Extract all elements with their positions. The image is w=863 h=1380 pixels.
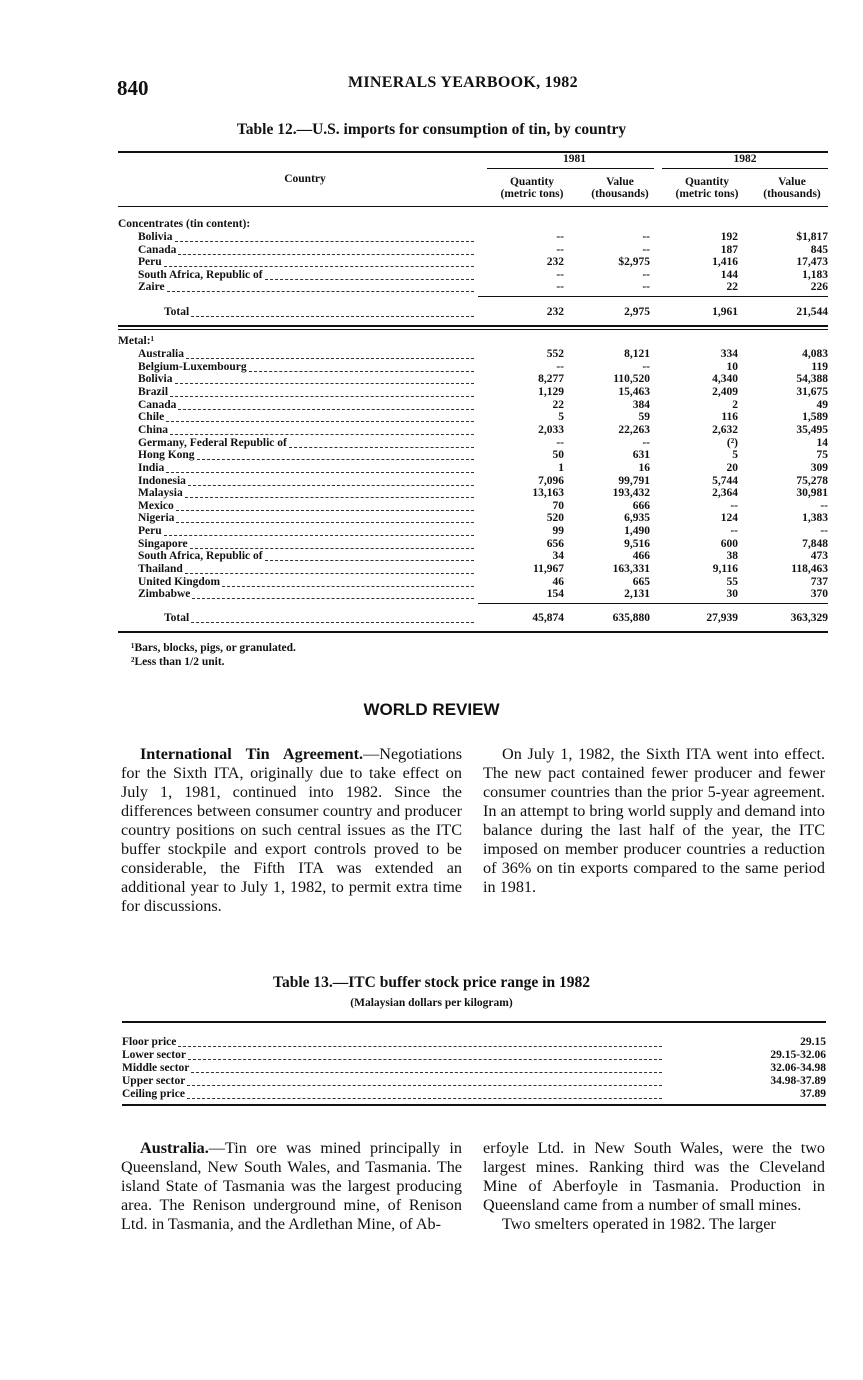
cell-v81: 193,432 xyxy=(612,487,650,500)
cell-q82: 22 xyxy=(726,281,738,294)
leader-dots xyxy=(249,363,474,372)
table12-row xyxy=(118,348,828,361)
table13-bottom-rule xyxy=(122,1104,826,1106)
table12-row xyxy=(118,487,828,500)
australia-paragraph-col2 xyxy=(483,1139,825,1234)
cell-v81: 59 xyxy=(638,411,650,424)
leader-dots xyxy=(166,464,474,473)
table12-conc-total-row xyxy=(118,306,828,319)
cell-q81: -- xyxy=(556,360,564,373)
ita-paragraph xyxy=(121,745,462,916)
row-label: China xyxy=(138,423,169,436)
leader-dots xyxy=(176,502,474,511)
leader-dots xyxy=(176,514,474,523)
cell-v82: 75 xyxy=(816,449,828,462)
cell-q82: 2,409 xyxy=(712,385,738,398)
table12-header-rule xyxy=(118,206,828,207)
table12-year1-rule xyxy=(487,168,654,169)
cell-q81: 232 xyxy=(546,306,564,318)
australia-paragraph-2: Two smelters operated in 1982. The larger xyxy=(502,1215,776,1233)
cell-q81: -- xyxy=(556,231,564,243)
row-label: Indonesia xyxy=(138,474,186,487)
row-label: Mexico xyxy=(138,499,174,512)
cell-v81: $2,975 xyxy=(618,256,650,269)
cell-v82: 54,388 xyxy=(796,373,828,386)
cell-q81: 154 xyxy=(546,588,564,601)
leader-dots xyxy=(191,1064,662,1073)
cell-v82: 31,675 xyxy=(796,385,828,398)
ita-text: —Negotiations for the Sixth ITA, originally due to take effect on July 1, 1981, continued into 1982. Since the differences between consumer country and producer country positions on such central issues as the ITC buffer stockpile and export controls proved to be considerable, the Fifth ITA was extended an additional year to July 1, 1982, to permit extra time for discussions. xyxy=(121,745,462,915)
table12-row xyxy=(118,500,828,513)
cell-q82: 116 xyxy=(721,411,738,424)
cell-q82: 27,939 xyxy=(706,612,738,624)
cell-q81: 34 xyxy=(552,550,564,563)
table13-row xyxy=(122,1036,826,1049)
cell-q82: -- xyxy=(730,525,738,538)
table13-row xyxy=(122,1049,826,1062)
row-label: Thailand xyxy=(138,563,183,576)
cell-v81: 15,463 xyxy=(618,385,650,398)
cell-q81: 656 xyxy=(546,537,564,550)
table13-value: 29.15-32.06 xyxy=(770,1048,826,1061)
cell-q81: -- xyxy=(556,268,564,281)
running-title: MINERALS YEARBOOK, 1982 xyxy=(348,74,578,91)
cell-q81: 45,874 xyxy=(532,612,564,624)
cell-q82: 4,340 xyxy=(712,373,738,386)
cell-v81: 22,263 xyxy=(618,423,650,436)
cell-v81: 666 xyxy=(632,499,650,512)
leader-dots xyxy=(187,1077,662,1086)
leader-dots xyxy=(178,401,474,410)
table13-value: 29.15 xyxy=(800,1036,826,1048)
cell-q82: 30 xyxy=(726,588,738,601)
cell-v81: -- xyxy=(642,268,650,281)
cell-q82: 9,116 xyxy=(712,563,738,576)
cell-v82: 309 xyxy=(810,461,828,474)
row-label: Zaire xyxy=(138,281,165,294)
cell-v81: -- xyxy=(642,243,650,256)
row-label: Malaysia xyxy=(138,487,183,500)
table12-title: Table 12.—U.S. imports for consumption of tin, by country xyxy=(236,121,627,138)
table12-row xyxy=(118,399,828,412)
cell-q81: 46 xyxy=(552,575,564,588)
table12-section-rule-2 xyxy=(118,329,828,330)
cell-q81: -- xyxy=(556,436,564,449)
table12-row xyxy=(118,373,828,386)
row-label: Canada xyxy=(138,243,177,256)
table13-row xyxy=(122,1088,826,1101)
table12-bottom-rule xyxy=(118,631,828,633)
cell-v81: 635,880 xyxy=(612,612,650,624)
table12-row xyxy=(118,361,828,374)
cell-v81: -- xyxy=(642,436,650,449)
table12-row xyxy=(118,386,828,399)
row-label: Total xyxy=(164,612,190,624)
cell-q81: 13,163 xyxy=(532,487,564,500)
australia-text-part2: erfoyle Ltd. in New South Wales, were the two largest mines. Ranking third was the Cleveland Mine of Aberfoyle in Tasmania. Production in Queensland came from a number of small mines. xyxy=(483,1139,825,1214)
cell-v81: 8,121 xyxy=(624,348,650,360)
cell-q82: 187 xyxy=(720,243,738,256)
row-label: Canada xyxy=(138,398,177,411)
cell-v81: -- xyxy=(642,360,650,373)
table12-year2-rule xyxy=(662,168,828,169)
cell-q82: -- xyxy=(730,499,738,512)
ita-lead: International Tin Agreement. xyxy=(140,745,364,763)
row-label: Belgium-Luxembourg xyxy=(138,360,247,373)
leader-dots xyxy=(265,271,474,280)
table13-subtitle: (Malaysian dollars per kilogram) xyxy=(350,997,513,1009)
cell-q82: 2,364 xyxy=(712,487,738,500)
cell-v82: 363,329 xyxy=(790,612,828,624)
cell-v81: 2,131 xyxy=(624,588,650,601)
leader-dots xyxy=(185,489,474,498)
cell-v81: -- xyxy=(642,281,650,294)
leader-dots xyxy=(222,578,474,587)
table12-row xyxy=(118,525,828,538)
row-label: Bolivia xyxy=(138,231,173,243)
cell-v81: 99,791 xyxy=(618,474,650,487)
table12-qty82-header: Quantity (metric tons) xyxy=(675,176,739,200)
australia-paragraph xyxy=(121,1139,462,1234)
leader-dots xyxy=(164,258,474,267)
leader-dots xyxy=(289,439,474,448)
cell-v82: 226 xyxy=(810,281,828,294)
leader-dots xyxy=(170,388,474,397)
cell-v81: 16 xyxy=(638,461,650,474)
cell-v82: -- xyxy=(820,499,828,512)
table12-row xyxy=(118,231,828,244)
leader-dots xyxy=(265,552,474,561)
table12-year1-header: 1981 xyxy=(563,153,586,165)
table12-row xyxy=(118,411,828,424)
cell-v82: 1,589 xyxy=(802,411,828,424)
leader-dots xyxy=(190,540,474,549)
leader-dots xyxy=(188,1051,662,1060)
row-label: Brazil xyxy=(138,385,169,398)
cell-q82: (²) xyxy=(726,436,738,449)
row-label: Hong Kong xyxy=(138,449,195,462)
leader-dots xyxy=(167,283,474,292)
row-label: South Africa, Republic of xyxy=(138,550,263,563)
cell-v82: 35,495 xyxy=(796,423,828,436)
table12-year2-header: 1982 xyxy=(733,153,757,165)
cell-q81: 552 xyxy=(546,348,564,360)
cell-v82: 30,981 xyxy=(796,487,828,500)
cell-q81: -- xyxy=(556,281,564,294)
row-label: Peru xyxy=(138,256,162,269)
cell-v82: 119 xyxy=(811,360,828,373)
cell-v82: 7,848 xyxy=(802,537,828,550)
cell-v82: 370 xyxy=(810,588,828,601)
leader-dots xyxy=(178,246,474,255)
world-review-heading: WORLD REVIEW xyxy=(363,700,500,719)
cell-q82: 2,632 xyxy=(712,423,738,436)
table13-label: Upper sector xyxy=(122,1074,186,1087)
cell-v82: 75,278 xyxy=(796,474,828,487)
table13-label: Middle sector xyxy=(122,1061,190,1074)
leader-dots xyxy=(166,413,474,422)
cell-q82: 334 xyxy=(720,348,738,360)
table12-section-rule xyxy=(118,325,828,327)
cell-q81: 1,129 xyxy=(538,385,564,398)
australia-lead: Australia. xyxy=(140,1139,209,1157)
table12-row xyxy=(118,449,828,462)
row-label: Peru xyxy=(138,525,162,538)
table12-row xyxy=(118,269,828,282)
cell-q81: 11,967 xyxy=(533,563,564,576)
row-label: Singapore xyxy=(138,537,188,550)
table12-footnote-1: ¹Bars, blocks, pigs, or granulated. xyxy=(131,642,296,654)
row-label: Metal:¹ xyxy=(118,335,155,347)
cell-v82: 21,544 xyxy=(796,306,828,318)
cell-q81: 7,096 xyxy=(538,474,564,487)
cell-v81: 163,331 xyxy=(612,563,650,576)
australia-text-part1: —Tin ore was mined principally in Queensland, New South Wales, and Tasmania. The island State of Tasmania was the largest producing area. The Renison underground mine, of Renison Ltd. in Tasmania, and the Ardlethan Mine, of Ab- xyxy=(121,1139,462,1233)
cell-q82: 1,961 xyxy=(712,306,738,318)
cell-v82: $1,817 xyxy=(796,231,828,243)
cell-q81: 232 xyxy=(546,256,564,269)
cell-q82: 5 xyxy=(732,449,738,462)
cell-v82: 845 xyxy=(810,243,828,256)
cell-q82: 10 xyxy=(726,360,738,373)
cell-v81: 631 xyxy=(632,449,650,462)
row-label: Total xyxy=(164,306,190,318)
leader-dots xyxy=(191,614,474,623)
table13-row xyxy=(122,1075,826,1088)
row-label: India xyxy=(138,461,165,474)
cell-q82: 20 xyxy=(726,461,738,474)
cell-v81: 384 xyxy=(632,398,650,411)
cell-v81: 2,975 xyxy=(624,306,650,318)
cell-v82: 4,083 xyxy=(802,348,828,360)
row-label: Germany, Federal Republic of xyxy=(138,436,287,449)
table12-row xyxy=(118,563,828,576)
table12-row xyxy=(118,538,828,551)
row-label: Australia xyxy=(138,348,184,360)
leader-dots xyxy=(197,451,474,460)
cell-q81: 99 xyxy=(552,525,564,538)
cell-v82: 17,473 xyxy=(796,256,828,269)
leader-dots xyxy=(187,1090,662,1099)
leader-dots xyxy=(191,308,474,317)
cell-v81: 110,520 xyxy=(613,373,650,386)
row-label: Concentrates (tin content): xyxy=(118,218,251,230)
table12-row xyxy=(118,512,828,525)
cell-q81: 70 xyxy=(552,499,564,512)
ita-paragraph-2: On July 1, 1982, the Sixth ITA went into effect. The new pact contained fewer producer and fewer consumer countries than the prior 5-year agreement. In an attempt to bring world supply and demand into balance during the last half of the year, the ITC imposed on member producer countries a reduction of 36% on tin exports compared to the same period in 1981. xyxy=(483,745,825,896)
cell-q82: 55 xyxy=(726,575,738,588)
table12-concentrates-header xyxy=(118,218,828,231)
table13-value: 34.98-37.89 xyxy=(770,1074,826,1087)
table12-val81-header: Value (thousands) xyxy=(591,176,649,200)
cell-q81: 50 xyxy=(552,449,564,462)
table12-metal-header xyxy=(118,335,828,348)
table12-footnote-2: ²Less than 1/2 unit. xyxy=(131,656,225,668)
table13-row xyxy=(122,1062,826,1075)
cell-v81: 9,516 xyxy=(624,537,650,550)
table12-row xyxy=(118,281,828,294)
leader-dots xyxy=(178,1038,662,1047)
row-label: United Kingdom xyxy=(138,575,221,588)
cell-q82: 124 xyxy=(720,512,738,525)
cell-q82: 192 xyxy=(720,231,738,243)
row-label: Zimbabwe xyxy=(138,588,191,601)
row-label: South Africa, Republic of xyxy=(138,268,263,281)
table12-row xyxy=(118,244,828,257)
cell-v82: 1,383 xyxy=(802,512,828,525)
cell-q81: 2,033 xyxy=(538,423,564,436)
cell-q82: 144 xyxy=(720,268,738,281)
table13-label: Ceiling price xyxy=(122,1087,185,1100)
table12-row xyxy=(118,550,828,563)
cell-q82: 600 xyxy=(720,537,738,550)
cell-v82: 14 xyxy=(816,436,828,449)
leader-dots xyxy=(192,590,474,599)
cell-v82: -- xyxy=(820,525,828,538)
cell-v81: -- xyxy=(642,231,650,243)
row-label: Chile xyxy=(138,411,165,424)
table13-title: Table 13.—ITC buffer stock price range in 1982 xyxy=(273,974,590,991)
cell-q82: 2 xyxy=(732,398,738,411)
table12-row xyxy=(118,424,828,437)
leader-dots xyxy=(185,565,474,574)
cell-v81: 1,490 xyxy=(624,525,650,538)
cell-q81: 22 xyxy=(552,398,564,411)
table13-top-rule xyxy=(122,1021,826,1023)
row-label: Nigeria xyxy=(138,512,175,525)
table12-subtotal-rule-2 xyxy=(478,603,828,604)
cell-v81: 466 xyxy=(632,550,650,563)
cell-q81: 5 xyxy=(558,411,564,424)
page-number: 840 xyxy=(117,76,149,100)
cell-q82: 1,416 xyxy=(712,256,738,269)
cell-v81: 6,935 xyxy=(624,512,650,525)
table13-value: 32.06-34.98 xyxy=(770,1061,826,1074)
cell-v82: 49 xyxy=(816,398,828,411)
cell-v82: 118,463 xyxy=(791,563,828,576)
table12-metal-total-row xyxy=(118,612,828,625)
table13-value: 37.89 xyxy=(800,1087,826,1100)
table12-subtotal-rule xyxy=(478,296,828,297)
row-label: Bolivia xyxy=(138,373,173,386)
cell-q81: 520 xyxy=(546,512,564,525)
leader-dots xyxy=(188,477,474,486)
cell-v82: 473 xyxy=(810,550,828,563)
table12-qty81-header: Quantity (metric tons) xyxy=(500,176,564,200)
leader-dots xyxy=(170,426,474,435)
leader-dots xyxy=(164,527,474,536)
cell-v81: 665 xyxy=(632,575,650,588)
table12-row xyxy=(118,437,828,450)
table12-country-header: Country xyxy=(284,173,326,185)
cell-q82: 38 xyxy=(726,550,738,563)
leader-dots xyxy=(175,233,474,242)
cell-v82: 1,183 xyxy=(802,268,828,281)
table12-row xyxy=(118,576,828,589)
table12-row xyxy=(118,462,828,475)
leader-dots xyxy=(175,375,474,384)
table13-label: Floor price xyxy=(122,1036,177,1048)
cell-q81: 1 xyxy=(558,461,564,474)
table12-val82-header: Value (thousands) xyxy=(763,176,821,200)
cell-q81: -- xyxy=(556,243,564,256)
cell-q81: 8,277 xyxy=(538,373,564,386)
table13-label: Lower sector xyxy=(122,1048,186,1061)
cell-q82: 5,744 xyxy=(712,474,738,487)
cell-v82: 737 xyxy=(810,575,828,588)
table12-row xyxy=(118,475,828,488)
table12-row xyxy=(118,256,828,269)
leader-dots xyxy=(186,350,474,359)
table12-row xyxy=(118,588,828,601)
